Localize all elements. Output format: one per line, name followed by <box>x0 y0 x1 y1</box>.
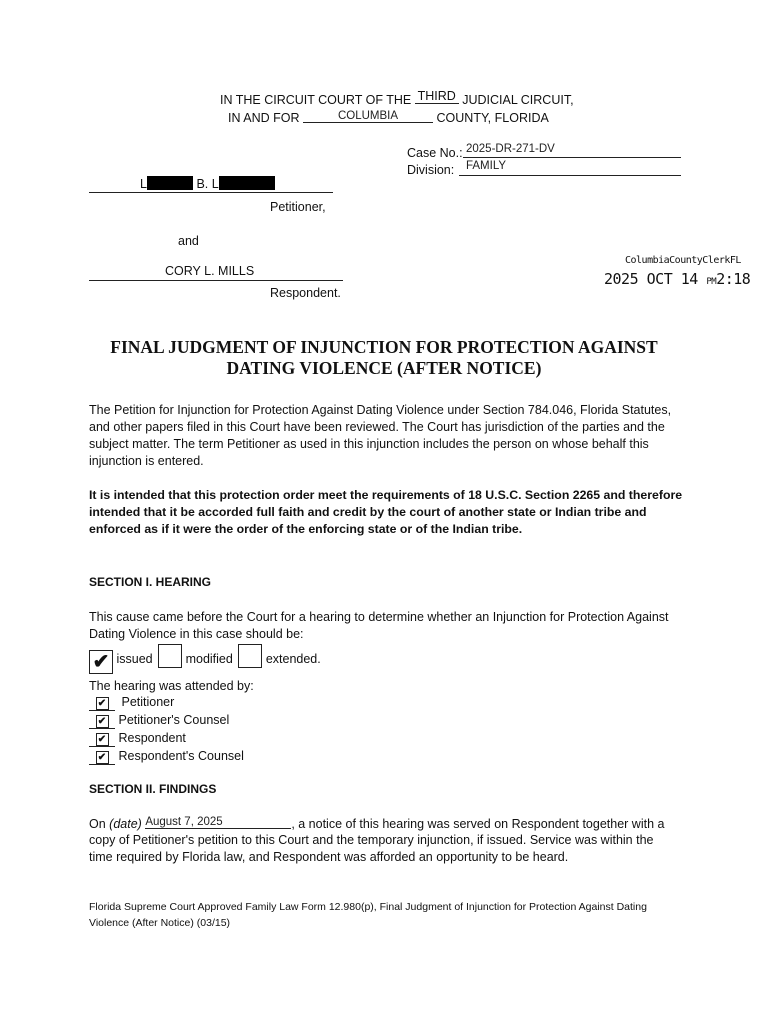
date-label: (date) <box>109 817 142 831</box>
petitioner-initial: B. L <box>196 177 219 191</box>
checkbox-petitioner[interactable]: ✔ <box>96 697 109 710</box>
attendee-row-petitioner <box>89 695 174 711</box>
clerk-stamp-date <box>604 270 750 288</box>
division-label: Division: <box>407 163 455 177</box>
header-text: COUNTY, FLORIDA <box>436 111 549 125</box>
hearing-date-field: August 7, 2025 <box>145 816 291 829</box>
redaction-bar <box>219 176 275 190</box>
attendee-row-respondent-counsel <box>89 749 244 765</box>
attendee-label: Respondent <box>118 731 186 745</box>
respondent-label: Respondent. <box>270 286 341 300</box>
attendee-label: Petitioner <box>121 695 175 709</box>
respondent-line <box>89 280 343 281</box>
circuit-field: THIRD <box>415 89 459 104</box>
document-title-line1: FINAL JUDGMENT OF INJUNCTION FOR PROTECTION AGAINST <box>110 337 658 357</box>
case-number-row <box>407 146 463 160</box>
notice-text: , a notice of this hearing was served on Respondent together with a <box>291 817 665 831</box>
option-label-issued: issued <box>116 652 153 666</box>
injunction-options <box>89 644 321 674</box>
stamp-date: 2025 OCT 14 <box>604 270 698 288</box>
section2-heading: SECTION II. FINDINGS <box>89 782 217 796</box>
notice-line <box>89 817 664 832</box>
attendee-label: Respondent's Counsel <box>118 749 244 763</box>
checkbox-extended[interactable] <box>238 644 262 668</box>
header-text: IN THE CIRCUIT COURT OF THE <box>220 93 412 107</box>
attended-label: The hearing was attended by: <box>89 679 254 693</box>
case-no-label: Case No.: <box>407 146 463 160</box>
attendee-label: Petitioner's Counsel <box>118 713 230 727</box>
court-header-line1 <box>220 89 574 108</box>
service-paragraph: copy of Petitioner's petition to this Court and the temporary injunction, if issued. Service was within the time required by Florida law, and Respondent was afforded an opportunity to be heard. <box>89 833 654 864</box>
petitioner-label: Petitioner, <box>270 200 326 214</box>
division-value: FAMILY <box>466 160 507 172</box>
section1-heading: SECTION I. HEARING <box>89 575 212 589</box>
stamp-pm: PM <box>706 277 717 287</box>
checkbox-petitioner-counsel[interactable]: ✔ <box>96 715 109 728</box>
petitioner-initial: L <box>140 177 147 191</box>
case-number-value: 2025-DR-271-DV <box>466 143 555 155</box>
petitioner-name <box>140 176 275 191</box>
case-no-line <box>463 157 681 158</box>
option-label-modified: modified <box>185 652 233 666</box>
full-faith-paragraph: It is intended that this protection order meet the requirements of 18 U.S.C. Section 2265 and therefore intended that it be accorded full faith and credit by the court of another state or Indian tribe and enforced as if it were the order of the enforcing state or of the Indian tribe. <box>89 488 683 536</box>
header-text: JUDICIAL CIRCUIT, <box>462 93 574 107</box>
stamp-time: 2:18 <box>716 270 751 288</box>
and-text: and <box>178 234 199 248</box>
on-label: On <box>89 817 106 831</box>
redaction-bar <box>147 176 193 190</box>
petitioner-line <box>89 192 333 193</box>
header-text: IN AND FOR <box>228 111 300 125</box>
division-line <box>459 175 681 176</box>
checkbox-respondent[interactable]: ✔ <box>96 733 109 746</box>
section1-text: This cause came before the Court for a hearing to determine whether an Injunction for Protection Against Dating Violence in this case should be: <box>89 610 669 641</box>
attendee-row-petitioner-counsel <box>89 713 229 729</box>
clerk-stamp-name: ColumbiaCountyClerkFL <box>625 255 741 266</box>
form-footer: Florida Supreme Court Approved Family Law Form 12.980(p), Final Judgment of Injunction for Protection Against Dating Violence (After Notice) (03/15) <box>89 901 647 929</box>
intro-paragraph: The Petition for Injunction for Protection Against Dating Violence under Section 784.046, Florida Statutes, and other papers filed in this Court have been reviewed. The Court has jurisdiction of the parties and the subject matter. The term Petitioner as used in this injunction includes the person on whose behalf this injunction is entered. <box>89 403 672 468</box>
document-title-line2: DATING VIOLENCE (AFTER NOTICE) <box>226 358 542 378</box>
option-label-extended: extended. <box>265 652 321 666</box>
attendee-row-respondent <box>89 731 186 747</box>
checkbox-respondent-counsel[interactable]: ✔ <box>96 751 109 764</box>
county-field: COLUMBIA <box>303 110 433 123</box>
court-header-line2 <box>228 111 549 126</box>
respondent-name: CORY L. MILLS <box>165 264 255 278</box>
checkbox-issued[interactable]: ✔ <box>89 650 113 674</box>
checkbox-modified[interactable] <box>158 644 182 668</box>
